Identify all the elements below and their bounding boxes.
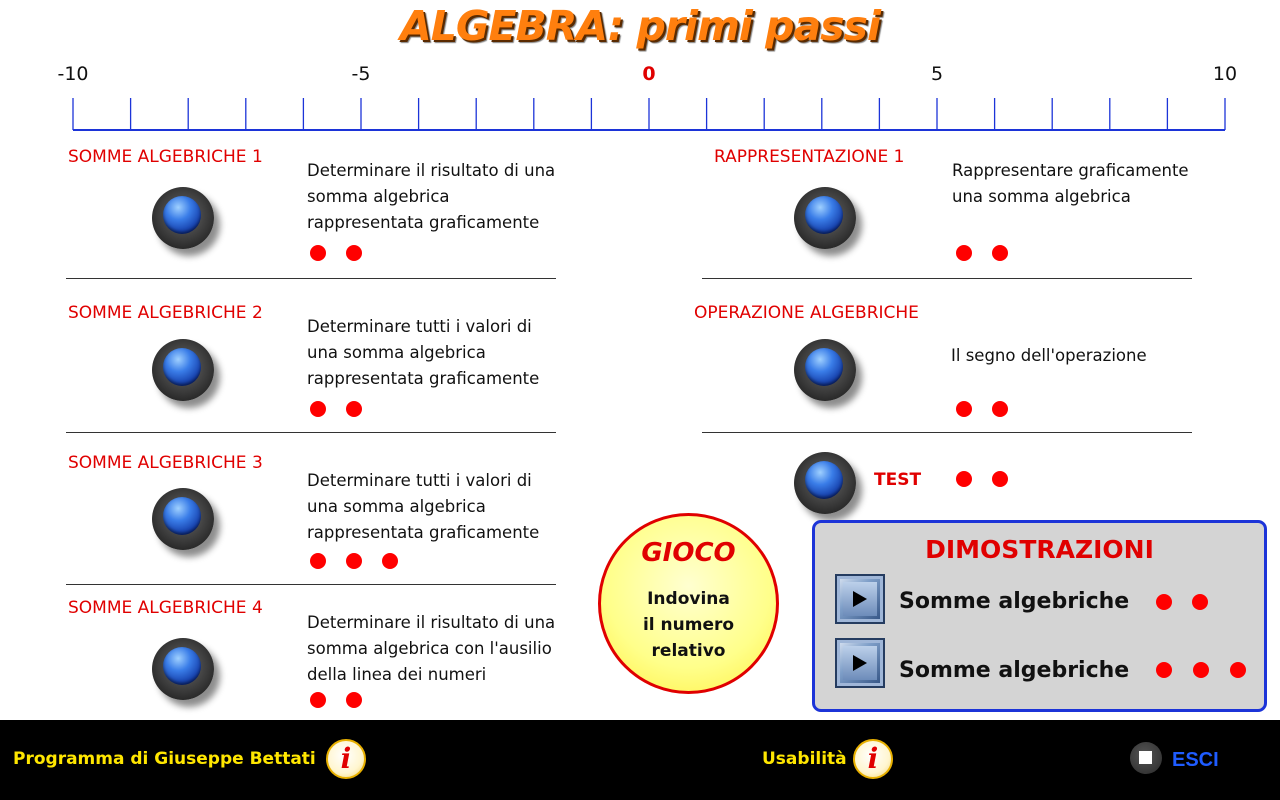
difficulty-dots [956, 401, 1008, 421]
exercise-description [307, 158, 555, 236]
demo-play-button[interactable] [835, 638, 885, 688]
difficulty-dot [310, 401, 326, 417]
description-line: una somma algebrica [952, 187, 1131, 206]
difficulty-dot [310, 553, 326, 569]
number-line-label: 5 [930, 63, 944, 85]
gioco-title: GIOCO [641, 538, 736, 568]
exercise-title: SOMME ALGEBRICHE 4 [68, 598, 263, 618]
start-knob-button[interactable] [794, 187, 856, 249]
start-knob-button[interactable] [152, 488, 214, 550]
usability-info-icon[interactable]: i [853, 739, 893, 779]
difficulty-dots [310, 553, 398, 573]
difficulty-dot [956, 245, 972, 261]
description-line: Il segno dell'operazione [951, 346, 1147, 365]
demo-label: Somme algebriche [899, 589, 1130, 614]
number-line-label: -5 [351, 63, 371, 85]
play-icon [843, 582, 877, 616]
gioco-button[interactable] [598, 513, 779, 694]
separator [66, 278, 556, 279]
difficulty-dots [1156, 662, 1246, 682]
difficulty-dot [956, 401, 972, 417]
description-line: una somma algebrica [307, 343, 486, 362]
exercise-title: OPERAZIONE ALGEBRICHE [694, 303, 919, 323]
info-icon[interactable]: i [326, 739, 366, 779]
exercise-description [307, 610, 555, 688]
difficulty-dot [1192, 594, 1208, 610]
app-title: ALGEBRA: primi passi [399, 2, 881, 50]
difficulty-dot [956, 471, 972, 487]
separator [702, 278, 1192, 279]
exercise-description [307, 314, 539, 392]
start-knob-button[interactable] [152, 187, 214, 249]
difficulty-dot [992, 401, 1008, 417]
difficulty-dot [346, 245, 362, 261]
demonstrations-title: DIMOSTRAZIONI [925, 535, 1154, 564]
start-knob-button[interactable] [152, 638, 214, 700]
difficulty-dot [1193, 662, 1209, 678]
exercise-title: SOMME ALGEBRICHE 3 [68, 453, 263, 473]
number-line-label: 10 [1212, 63, 1238, 85]
difficulty-dot [310, 692, 326, 708]
start-knob-button[interactable] [152, 339, 214, 401]
exercise-description [951, 343, 1147, 369]
number-line-label: 0 [642, 63, 656, 85]
description-line: somma algebrica [307, 187, 450, 206]
description-line: una somma algebrica [307, 497, 486, 516]
exercise-title: SOMME ALGEBRICHE 1 [68, 147, 263, 167]
description-line: della linea dei numeri [307, 665, 487, 684]
difficulty-dot [1156, 594, 1172, 610]
description-line: Determinare tutti i valori di [307, 317, 532, 336]
exercise-description [307, 468, 539, 546]
difficulty-dots [310, 692, 362, 712]
gioco-line: Indovina [647, 589, 730, 609]
difficulty-dot [346, 401, 362, 417]
description-line: rappresentata graficamente [307, 523, 540, 542]
difficulty-dot [1230, 662, 1246, 678]
description-line: Determinare tutti i valori di [307, 471, 532, 490]
separator [702, 432, 1192, 433]
start-knob-button[interactable] [794, 339, 856, 401]
difficulty-dots [310, 401, 362, 421]
difficulty-dots [310, 245, 362, 265]
difficulty-dot [346, 692, 362, 708]
description-line: rappresentata graficamente [307, 369, 540, 388]
demo-label: Somme algebriche [899, 658, 1130, 683]
description-line: Determinare il risultato di una [307, 161, 556, 180]
usability-label: Usabilità [762, 749, 847, 769]
exit-button[interactable]: ESCI [1172, 749, 1219, 771]
description-line: Rappresentare graficamente [952, 161, 1189, 180]
stop-icon[interactable] [1130, 742, 1162, 774]
difficulty-dot [346, 553, 362, 569]
gioco-line: relativo [651, 641, 726, 661]
demonstrations-panel [812, 520, 1267, 712]
demo-play-button[interactable] [835, 574, 885, 624]
difficulty-dot [310, 245, 326, 261]
difficulty-dots [1156, 594, 1208, 614]
exercise-title: RAPPRESENTAZIONE 1 [714, 147, 905, 167]
number-line [0, 55, 1280, 135]
test-label: TEST [874, 470, 922, 490]
difficulty-dot [382, 553, 398, 569]
difficulty-dot [992, 471, 1008, 487]
gioco-line: il numero [642, 615, 735, 635]
difficulty-dot [1156, 662, 1172, 678]
separator [66, 432, 556, 433]
difficulty-dots [956, 471, 1008, 491]
author-credit: Programma di Giuseppe Bettati [13, 749, 316, 769]
test-knob-button[interactable] [794, 452, 856, 514]
play-icon [843, 646, 877, 680]
difficulty-dot [992, 245, 1008, 261]
description-line: rappresentata graficamente [307, 213, 540, 232]
separator [66, 584, 556, 585]
exercise-title: SOMME ALGEBRICHE 2 [68, 303, 263, 323]
description-line: Determinare il risultato di una [307, 613, 556, 632]
description-line: somma algebrica con l'ausilio [307, 639, 552, 658]
exercise-description [952, 158, 1189, 210]
number-line-label: -10 [57, 63, 89, 85]
difficulty-dots [956, 245, 1008, 265]
